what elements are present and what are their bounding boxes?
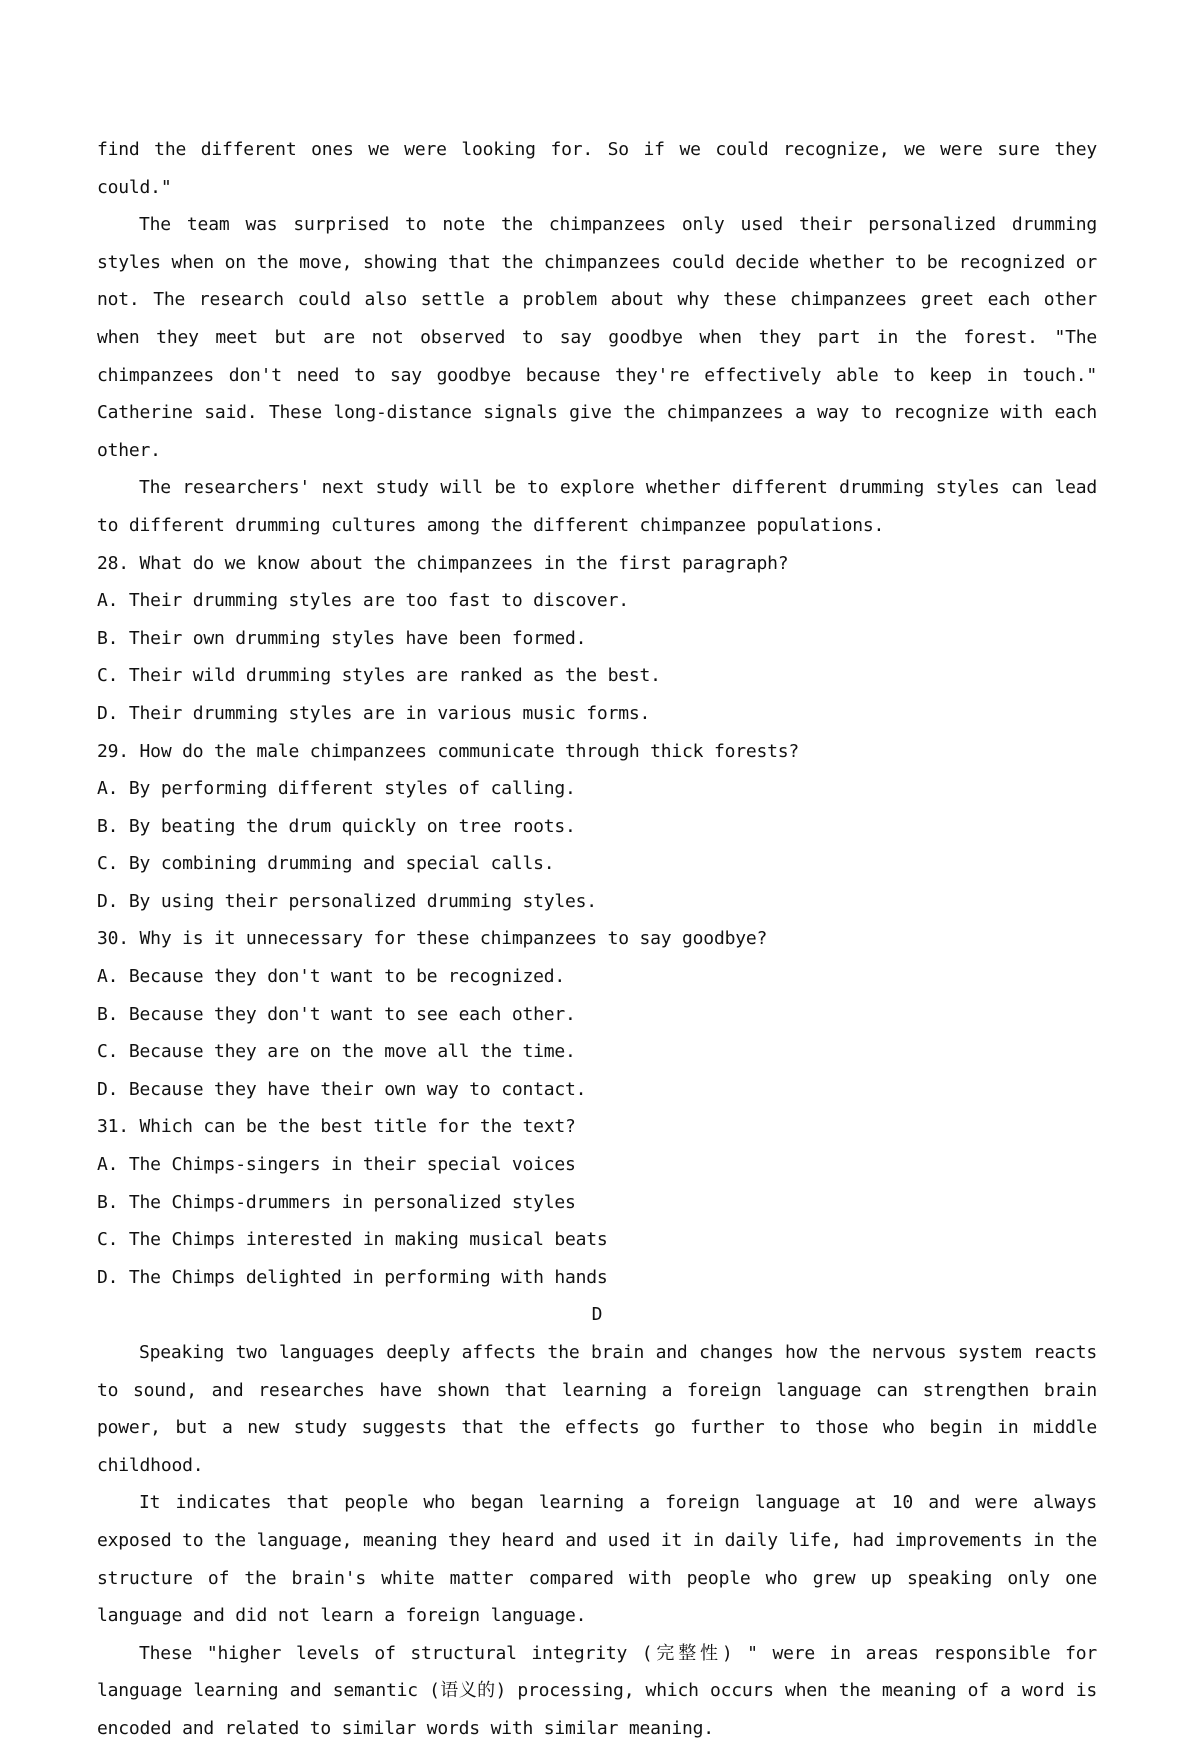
question-31 [97,1108,1097,1296]
question-30 [97,920,1097,1108]
passage-c-paragraph: The team was surprised to note the chimpanzees only used their personalized drumming styles when on the move, showing that the chimpanzees could decide whether to be recognized or not. The research could also settle a problem about why these chimpanzees greet each other when they meet but are not observed to say goodbye when they part in the forest. "The chimpanzees don't need to say goodbye because they're effectively able to keep in touch." Catherine said. These long-distance signals give the chimpanzees a way to recognize with each other. [97,214,1097,461]
question-29 [97,733,1097,921]
answer-option: B. The Chimps-drummers in personalized styles [97,1191,576,1213]
answer-option: A. Because they don't want to be recognized. [97,966,566,988]
passage-d-paragraph: These "higher levels of structural integrity (完整性) " were in areas responsible for language learning and semantic (语义的) processing, which occurs when the meaning of a word is encoded and related to similar words with similar meaning. [97,1642,1097,1739]
passage-d-paragraph: It indicates that people who began learning a foreign language at 10 and were always exposed to the language, meaning they heard and used it in daily life, had improvements in the structure of the brain's white matter compared with people who grew up speaking only one language and did not learn a foreign language. [97,1492,1097,1627]
question-stem: 29. How do the male chimpanzees communicate through thick forests? [97,740,800,762]
passage-d-heading: D [591,1304,603,1326]
answer-option: B. Their own drumming styles have been formed. [97,627,587,649]
answer-option: A. The Chimps-singers in their special voices [97,1154,576,1176]
answer-option: C. The Chimps interested in making musical beats [97,1229,608,1251]
answer-option: B. By beating the drum quickly on tree roots. [97,815,576,837]
page-content [97,131,1097,1748]
question-28 [97,545,1097,733]
answer-option: A. By performing different styles of calling. [97,778,576,800]
answer-option: D. By using their personalized drumming styles. [97,890,597,912]
passage-d-paragraph: Speaking two languages deeply affects the brain and changes how the nervous system reacts to sound, and researches have shown that learning a foreign language can strengthen brain power, but a new study suggests that the effects go further to those who begin in middle childhood. [97,1342,1097,1476]
answer-option: C. Because they are on the move all the time. [97,1041,576,1063]
answer-option: D. The Chimps delighted in performing with hands [97,1266,608,1288]
answer-option: C. Their wild drumming styles are ranked as the best. [97,665,661,687]
answer-option: D. Their drumming styles are in various music forms. [97,702,651,724]
passage-c-paragraph: find the different ones we were looking for. So if we could recognize, we were sure they could." [97,139,1097,198]
question-stem: 31. Which can be the best title for the text? [97,1116,576,1138]
passage-c-paragraph: The researchers' next study will be to explore whether different drumming styles can lead to different drumming cultures among the different chimpanzee populations. [97,477,1097,536]
answer-option: A. Their drumming styles are too fast to discover. [97,590,629,612]
question-stem: 30. Why is it unnecessary for these chimpanzees to say goodbye? [97,928,768,950]
question-stem: 28. What do we know about the chimpanzees in the first paragraph? [97,552,789,574]
answer-option: C. By combining drumming and special calls. [97,853,555,875]
answer-option: D. Because they have their own way to contact. [97,1078,587,1100]
answer-option: B. Because they don't want to see each other. [97,1003,576,1025]
